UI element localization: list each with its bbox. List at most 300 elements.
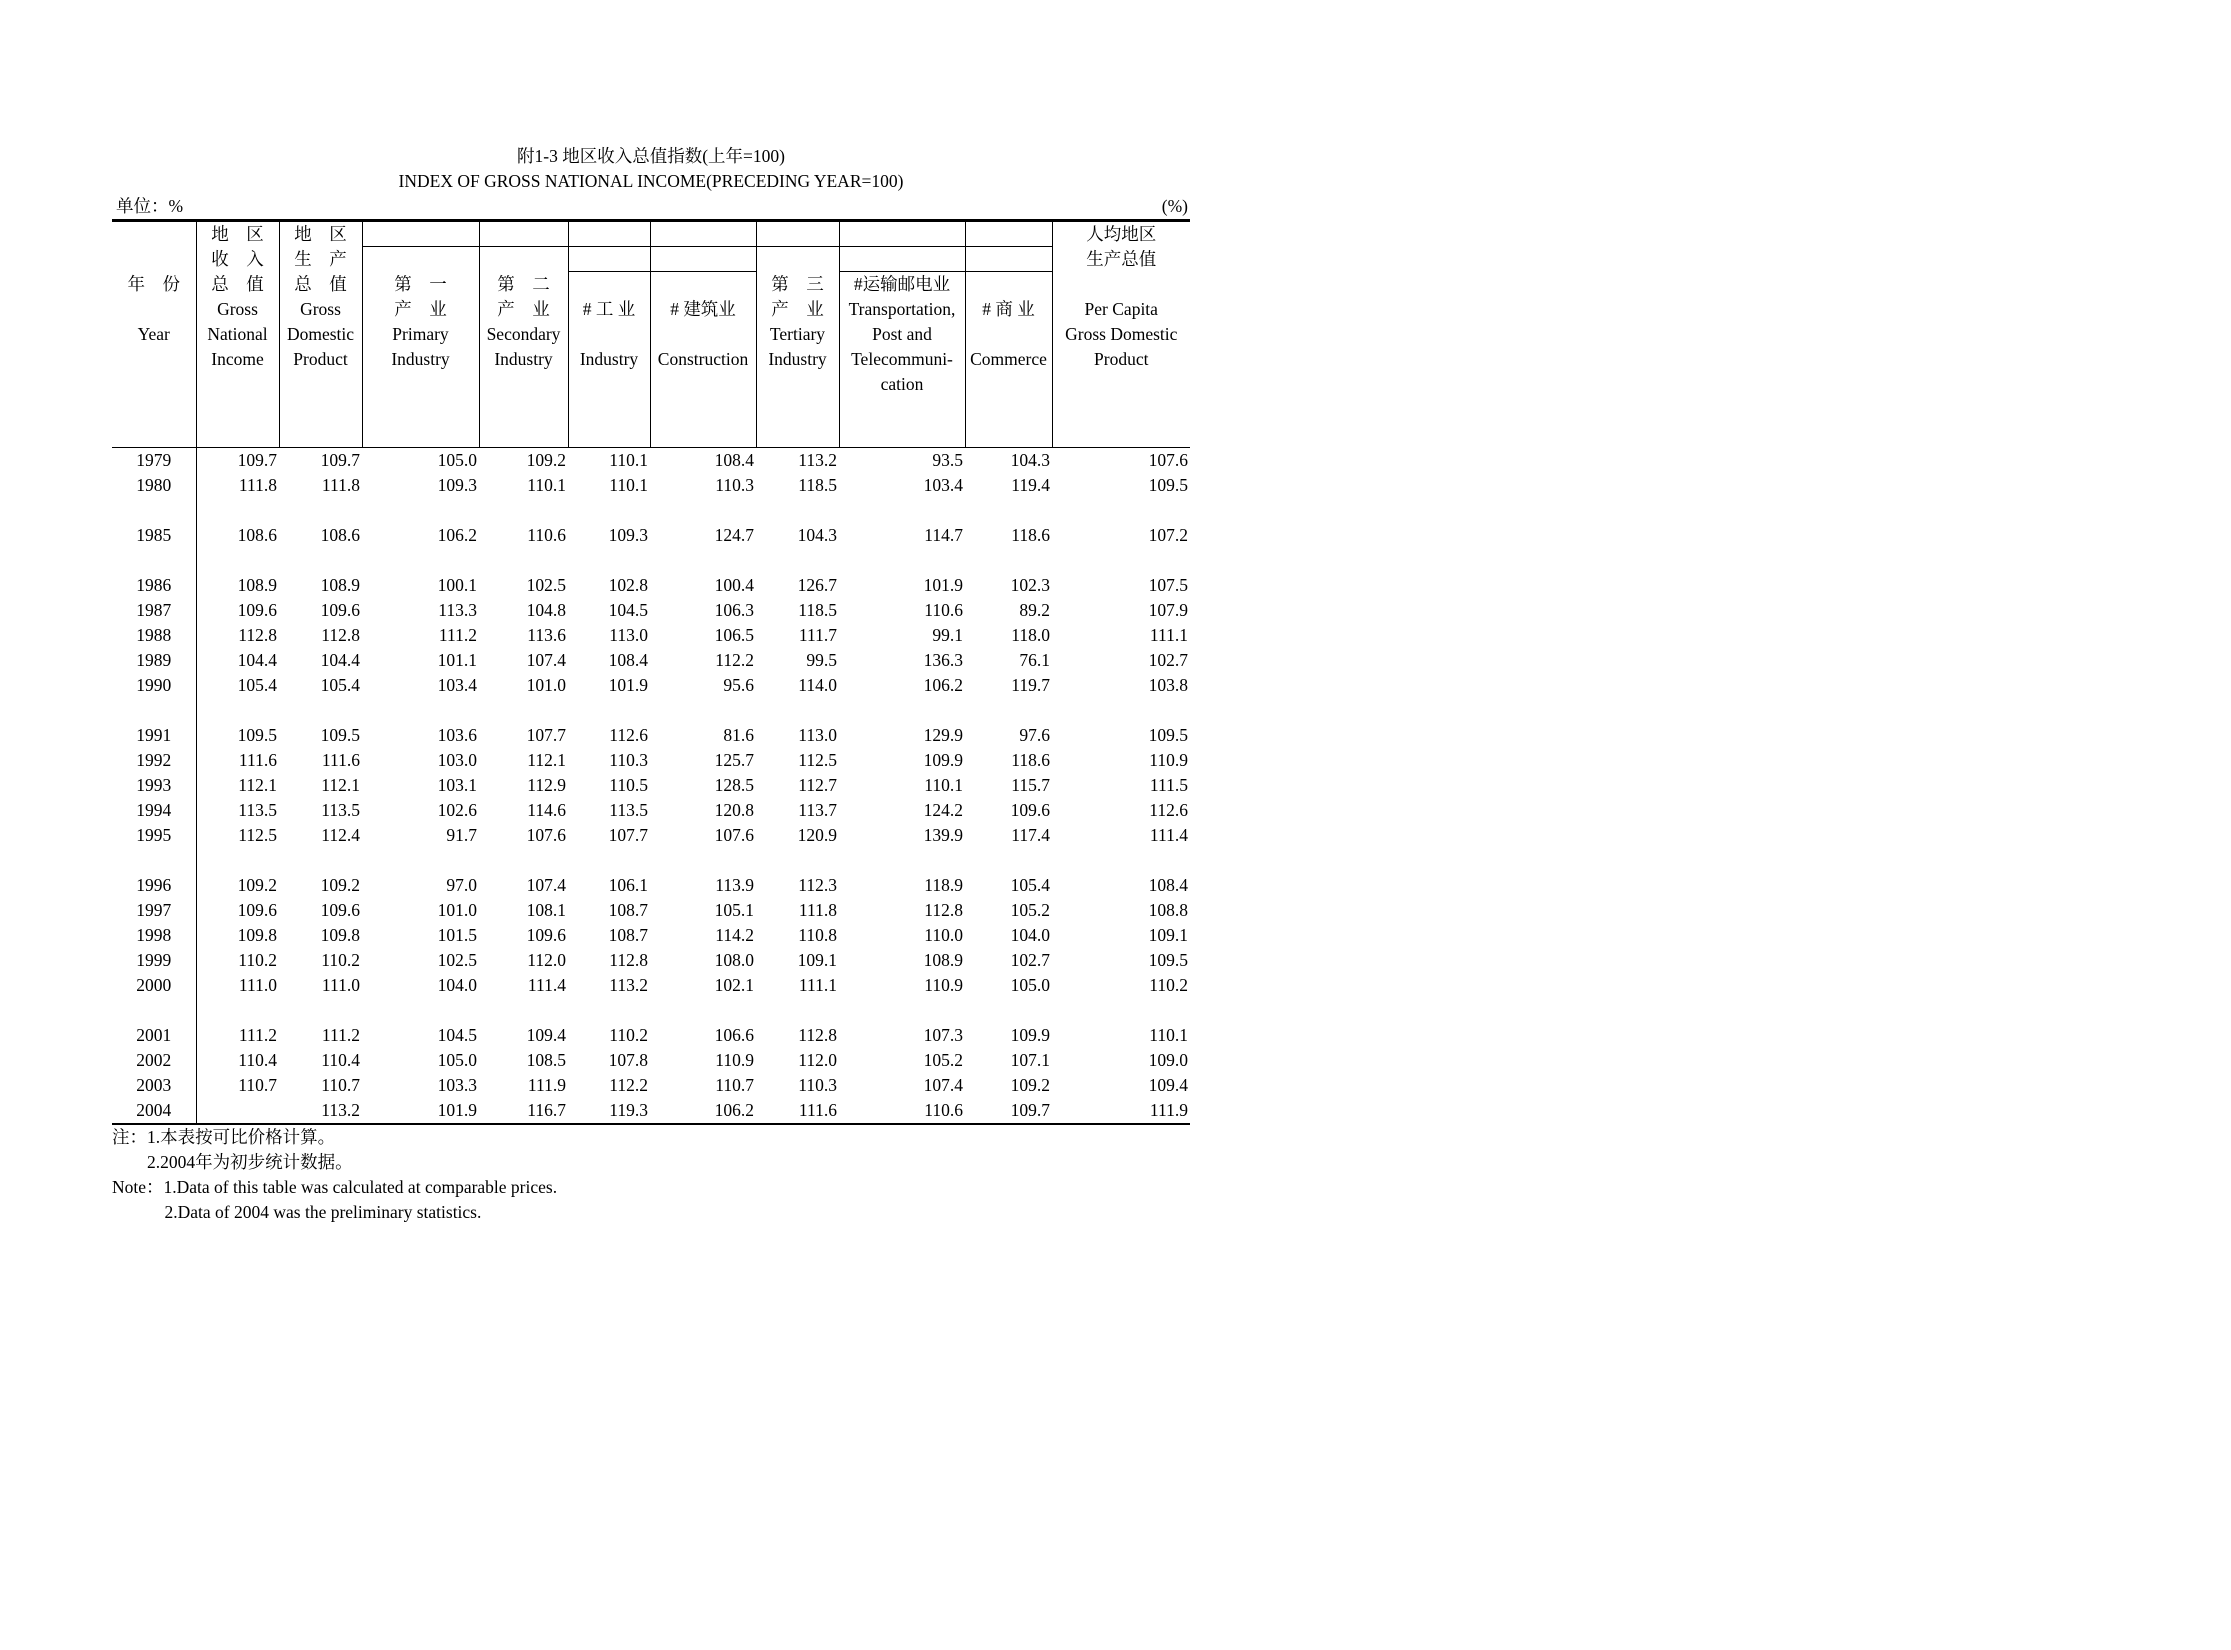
value-cell: 113.3 — [438, 600, 477, 620]
value-cell: 107.3 — [923, 1025, 963, 1045]
value-cell: 118.5 — [798, 475, 837, 495]
table-row — [112, 1073, 1190, 1098]
value-cell: 112.1 — [527, 750, 566, 770]
spacer-row — [112, 498, 1190, 523]
header-line: 产 业 — [771, 299, 824, 319]
value-cell: 93.5 — [932, 450, 963, 470]
value-cell: 126.7 — [797, 575, 837, 595]
header-line: Construction — [657, 349, 749, 369]
header-rule — [651, 271, 756, 272]
value-cell: 104.0 — [437, 975, 477, 995]
header-line: Product — [1094, 349, 1149, 369]
value-cell: 128.5 — [714, 775, 754, 795]
unit-label-left: 单位：% — [116, 196, 184, 216]
table-row — [112, 723, 1190, 748]
spacer-cell — [479, 998, 568, 1023]
value-cell: 111.9 — [527, 1075, 566, 1095]
value-cell: 104.5 — [608, 600, 648, 620]
value-cell: 113.2 — [609, 975, 648, 995]
value-cell: 110.1 — [609, 475, 648, 495]
value-cell: 112.5 — [196, 823, 279, 848]
header-rule — [840, 271, 965, 272]
value-cell: 109.5 — [1148, 950, 1188, 970]
value-cell: 107.1 — [1010, 1050, 1050, 1070]
value-cell: 110.4 — [196, 1048, 279, 1073]
header-line — [653, 322, 754, 347]
value-cell: 110.2 — [321, 950, 360, 970]
value-cell: 109.3 — [437, 475, 477, 495]
value-cell: 104.3 — [1010, 450, 1050, 470]
value-cell: 112.2 — [715, 650, 754, 670]
value-cell: 108.0 — [714, 950, 754, 970]
value-cell: 110.6 — [839, 1098, 965, 1124]
value-cell: 111.2 — [196, 1023, 279, 1048]
value-cell: 113.0 — [798, 725, 837, 745]
value-cell: 109.0 — [1148, 1050, 1188, 1070]
note-line: 注：1.本表按可比价格计算。 — [112, 1127, 336, 1147]
value-cell: 100.1 — [437, 575, 477, 595]
header-rule — [363, 246, 479, 247]
header-line: 总 值 — [294, 274, 347, 294]
value-cell: 114.7 — [924, 525, 963, 545]
value-cell: 107.8 — [608, 1050, 648, 1070]
value-cell: 102.5 — [526, 575, 566, 595]
header-gni — [196, 221, 279, 448]
value-cell: 113.5 — [196, 798, 279, 823]
spacer-cell — [756, 848, 839, 873]
value-cell: 113.5 — [609, 800, 648, 820]
spacer-cell — [479, 498, 568, 523]
spacer-cell — [362, 698, 479, 723]
spacer-cell — [1052, 848, 1190, 873]
header-rule — [569, 246, 650, 247]
value-cell: 110.7 — [321, 1075, 360, 1095]
spacer-cell — [1052, 498, 1190, 523]
spacer-row — [112, 548, 1190, 573]
header-line: 年 份 — [127, 274, 180, 294]
value-cell: 107.6 — [526, 825, 566, 845]
value-cell: 102.5 — [437, 950, 477, 970]
value-cell: 109.5 — [320, 725, 360, 745]
header-line: cation — [880, 374, 924, 394]
header-line: Gross Domestic — [1065, 324, 1178, 344]
spacer-cell — [1052, 548, 1190, 573]
value-cell: 136.3 — [923, 650, 963, 670]
table-row — [112, 1023, 1190, 1048]
value-cell: 114.0 — [798, 675, 837, 695]
year-cell: 1995 — [136, 825, 172, 845]
value-cell: 119.7 — [1011, 675, 1050, 695]
value-cell: 105.4 — [320, 675, 360, 695]
value-cell: 105.4 — [196, 673, 279, 698]
value-cell: 104.8 — [526, 600, 566, 620]
value-cell: 110.8 — [798, 925, 837, 945]
value-cell: 104.5 — [437, 1025, 477, 1045]
header-line — [968, 322, 1050, 347]
value-cell: 111.1 — [1149, 625, 1188, 645]
value-cell: 119.3 — [568, 1098, 650, 1124]
value-cell: 108.4 — [608, 650, 648, 670]
spacer-cell — [362, 998, 479, 1023]
year-cell: 1980 — [136, 475, 172, 495]
table-row — [112, 623, 1190, 648]
value-cell: 109.1 — [797, 950, 837, 970]
value-cell: 103.1 — [437, 775, 477, 795]
header-rule — [480, 246, 568, 247]
spacer-cell — [479, 698, 568, 723]
value-cell: 105.0 — [1010, 975, 1050, 995]
value-cell: 108.6 — [196, 523, 279, 548]
value-cell: 109.1 — [1148, 925, 1188, 945]
value-cell: 110.2 — [1149, 975, 1188, 995]
table-row — [112, 648, 1190, 673]
spacer-cell — [362, 848, 479, 873]
value-cell: 112.7 — [798, 775, 837, 795]
value-cell: 97.6 — [1019, 725, 1050, 745]
value-cell: 110.1 — [924, 775, 963, 795]
header-line: Industry — [579, 349, 639, 369]
value-cell: 111.8 — [196, 473, 279, 498]
value-cell: 107.4 — [526, 650, 566, 670]
header-line: Commerce — [970, 349, 1047, 369]
value-cell: 108.8 — [1148, 900, 1188, 920]
value-cell: 91.7 — [446, 825, 477, 845]
value-cell: 106.2 — [437, 525, 477, 545]
header-line: Gross — [300, 299, 341, 319]
table-row — [112, 673, 1190, 698]
value-cell: 110.1 — [1149, 1025, 1188, 1045]
value-cell: 110.2 — [609, 1025, 648, 1045]
value-cell: 95.6 — [723, 675, 754, 695]
table-row — [112, 523, 1190, 548]
value-cell: 124.2 — [923, 800, 963, 820]
year-cell: 2000 — [136, 975, 172, 995]
value-cell: 109.9 — [923, 750, 963, 770]
table-row — [112, 798, 1190, 823]
spacer-cell — [479, 548, 568, 573]
spacer-cell — [650, 848, 756, 873]
value-cell: 111.4 — [527, 975, 566, 995]
value-cell: 112.8 — [196, 623, 279, 648]
value-cell: 110.9 — [715, 1050, 754, 1070]
value-cell: 101.0 — [437, 900, 477, 920]
value-cell: 125.7 — [714, 750, 754, 770]
year-cell: 1986 — [136, 575, 172, 595]
header-line: Income — [211, 349, 264, 369]
table-row — [112, 573, 1190, 598]
value-cell: 104.0 — [1010, 925, 1050, 945]
value-cell: 114.6 — [527, 800, 566, 820]
spacer-cell — [756, 698, 839, 723]
value-cell: 112.8 — [798, 1025, 837, 1045]
value-cell: 97.0 — [446, 875, 477, 895]
value-cell: 120.9 — [797, 825, 837, 845]
value-cell: 118.9 — [924, 875, 963, 895]
value-cell: 112.0 — [527, 950, 566, 970]
header-line: 地 区 — [211, 224, 264, 244]
header-line: Tertiary — [769, 324, 826, 344]
spacer-cell — [965, 548, 1052, 573]
year-cell: 1987 — [136, 600, 172, 620]
value-cell: 76.1 — [1019, 650, 1050, 670]
spacer-cell — [839, 998, 965, 1023]
value-cell: 103.4 — [437, 675, 477, 695]
spacer-cell — [839, 698, 965, 723]
header-tertiary — [756, 221, 839, 448]
header-line: 产 业 — [394, 299, 447, 319]
header-rule — [757, 246, 839, 247]
value-cell: 107.5 — [1148, 575, 1188, 595]
header-line: Industry — [494, 349, 553, 369]
spacer-cell — [279, 548, 362, 573]
value-cell: 109.6 — [196, 898, 279, 923]
value-cell: 112.4 — [321, 825, 360, 845]
value-cell: 112.6 — [609, 725, 648, 745]
value-cell: 108.6 — [320, 525, 360, 545]
value-cell: 115.7 — [1011, 775, 1050, 795]
spacer-cell — [839, 548, 965, 573]
year-cell: 1992 — [136, 750, 172, 770]
value-cell: 112.5 — [798, 750, 837, 770]
value-cell: 101.0 — [526, 675, 566, 695]
value-cell: 107.2 — [1148, 525, 1188, 545]
value-cell: 107.4 — [526, 875, 566, 895]
value-cell: 109.2 — [526, 450, 566, 470]
value-cell: 110.1 — [527, 475, 566, 495]
value-cell: 110.3 — [715, 475, 754, 495]
table-row — [112, 1048, 1190, 1073]
table-row — [112, 1098, 1190, 1124]
spacer-cell — [965, 998, 1052, 1023]
spacer-cell — [279, 998, 362, 1023]
header-line — [114, 297, 194, 322]
unit-row — [112, 194, 1190, 219]
value-cell: 111.8 — [321, 475, 360, 495]
value-cell: 114.2 — [715, 925, 754, 945]
value-cell: 102.8 — [608, 575, 648, 595]
table-row — [112, 473, 1190, 498]
spacer-cell — [196, 698, 279, 723]
value-cell: 113.5 — [321, 800, 360, 820]
value-cell: 118.6 — [1011, 525, 1050, 545]
spacer-cell — [196, 998, 279, 1023]
value-cell: 109.6 — [320, 600, 360, 620]
value-cell: 108.4 — [714, 450, 754, 470]
year-cell: 1991 — [136, 725, 172, 745]
header-line: Gross — [217, 299, 258, 319]
value-cell: 109.8 — [320, 925, 360, 945]
value-cell: 111.0 — [321, 975, 360, 995]
value-cell: 107.9 — [1148, 600, 1188, 620]
value-cell: 108.7 — [608, 900, 648, 920]
header-line: Industry — [391, 349, 450, 369]
value-cell: 119.4 — [1011, 475, 1050, 495]
value-cell: 105.2 — [1010, 900, 1050, 920]
header-line: Transportation, — [848, 299, 956, 319]
value-cell: 101.1 — [437, 650, 477, 670]
value-cell: 112.0 — [798, 1050, 837, 1070]
spacer-row — [112, 848, 1190, 873]
value-cell: 109.8 — [196, 923, 279, 948]
value-cell: 106.6 — [714, 1025, 754, 1045]
value-cell: 109.7 — [320, 450, 360, 470]
value-cell: 109.5 — [1148, 475, 1188, 495]
spacer-cell — [479, 848, 568, 873]
spacer-cell — [839, 848, 965, 873]
header-gdp — [279, 221, 362, 448]
value-cell: 113.0 — [609, 625, 648, 645]
value-cell: 110.5 — [609, 775, 648, 795]
header-rule — [966, 271, 1052, 272]
value-cell: 109.2 — [1010, 1075, 1050, 1095]
header-line: 收 入 — [211, 249, 264, 269]
spacer-cell — [196, 548, 279, 573]
value-cell: 110.6 — [924, 600, 963, 620]
value-cell: 109.2 — [196, 873, 279, 898]
header-line: Industry — [768, 349, 827, 369]
value-cell: 113.9 — [715, 875, 754, 895]
header-line: 第 二 — [497, 274, 550, 294]
header-rule — [651, 246, 756, 247]
header-line: Product — [293, 349, 348, 369]
year-cell: 1996 — [136, 875, 172, 895]
year-cell: 2001 — [136, 1025, 172, 1045]
index-table — [112, 219, 1190, 1125]
value-cell: 110.1 — [609, 450, 648, 470]
value-cell: 109.3 — [608, 525, 648, 545]
value-cell: 109.4 — [526, 1025, 566, 1045]
value-cell: 118.6 — [1011, 750, 1050, 770]
spacer-cell — [112, 698, 196, 723]
value-cell: 101.9 — [608, 675, 648, 695]
value-cell: 106.1 — [608, 875, 648, 895]
table-row — [112, 748, 1190, 773]
spacer-cell — [568, 848, 650, 873]
header-line: Per Capita — [1084, 299, 1158, 319]
note-line: 2.Data of 2004 was the preliminary statistics. — [112, 1202, 482, 1222]
value-cell — [196, 1098, 279, 1124]
spacer-cell — [650, 498, 756, 523]
value-cell: 106.3 — [714, 600, 754, 620]
value-cell: 112.8 — [321, 625, 360, 645]
value-cell: 108.7 — [608, 925, 648, 945]
value-cell: 108.5 — [526, 1050, 566, 1070]
value-cell: 100.4 — [714, 575, 754, 595]
value-cell: 109.7 — [965, 1098, 1052, 1124]
table-row — [112, 923, 1190, 948]
value-cell: 103.8 — [1148, 675, 1188, 695]
header-transport — [839, 221, 965, 448]
spacer-cell — [965, 498, 1052, 523]
value-cell: 109.5 — [1148, 725, 1188, 745]
value-cell: 124.7 — [714, 525, 754, 545]
value-cell: 111.6 — [756, 1098, 839, 1124]
year-cell: 2002 — [136, 1050, 172, 1070]
notes — [112, 1125, 1190, 1225]
value-cell: 105.1 — [714, 900, 754, 920]
value-cell: 105.2 — [923, 1050, 963, 1070]
header-rule — [569, 271, 650, 272]
value-cell: 111.2 — [438, 625, 477, 645]
value-cell: 118.0 — [1011, 625, 1050, 645]
value-cell: 102.7 — [1148, 650, 1188, 670]
header-line: #运输邮电业 — [853, 274, 951, 294]
value-cell: 108.4 — [1148, 875, 1188, 895]
spacer-cell — [112, 498, 196, 523]
header-line — [571, 322, 648, 347]
year-cell: 1994 — [136, 800, 172, 820]
value-cell: 107.7 — [608, 825, 648, 845]
table-row — [112, 773, 1190, 798]
header-percapita — [1052, 221, 1190, 448]
spacer-cell — [568, 498, 650, 523]
value-cell: 104.3 — [797, 525, 837, 545]
header-primary — [362, 221, 479, 448]
value-cell: 117.4 — [1011, 825, 1050, 845]
value-cell: 112.8 — [609, 950, 648, 970]
value-cell: 101.9 — [923, 575, 963, 595]
spacer-cell — [362, 548, 479, 573]
header-line: 人均地区 — [1086, 224, 1157, 244]
value-cell: 107.6 — [1148, 450, 1188, 470]
value-cell: 110.7 — [715, 1075, 754, 1095]
spacer-cell — [1052, 698, 1190, 723]
header-line: # 工 业 — [582, 299, 636, 319]
table-row — [112, 823, 1190, 848]
header-line: # 商 业 — [982, 299, 1035, 319]
header-line: 生 产 — [294, 249, 347, 269]
spacer-cell — [756, 998, 839, 1023]
header-line: National — [207, 324, 268, 344]
value-cell: 109.7 — [196, 448, 279, 474]
value-cell: 113.2 — [798, 450, 837, 470]
value-cell: 110.3 — [609, 750, 648, 770]
header-line: Domestic — [286, 324, 355, 344]
value-cell: 120.8 — [714, 800, 754, 820]
spacer-cell — [650, 548, 756, 573]
value-cell: 110.0 — [924, 925, 963, 945]
year-cell: 1998 — [136, 925, 172, 945]
value-cell: 102.3 — [1010, 575, 1050, 595]
year-cell: 1989 — [136, 650, 172, 670]
value-cell: 109.5 — [196, 723, 279, 748]
spacer-cell — [279, 848, 362, 873]
value-cell: 110.4 — [321, 1050, 360, 1070]
spacer-cell — [839, 498, 965, 523]
value-cell: 108.9 — [196, 573, 279, 598]
value-cell: 111.6 — [321, 750, 360, 770]
unit-label-right: (%) — [1161, 196, 1188, 216]
value-cell: 111.9 — [1052, 1098, 1190, 1124]
title-chinese: 附1-3 地区收入总值指数(上年=100) — [517, 146, 785, 166]
value-cell: 103.3 — [437, 1075, 477, 1095]
header-rule — [840, 246, 965, 247]
value-cell: 106.2 — [923, 675, 963, 695]
spacer-cell — [650, 698, 756, 723]
value-cell: 109.6 — [320, 900, 360, 920]
value-cell: 102.1 — [714, 975, 754, 995]
value-cell: 107.4 — [923, 1075, 963, 1095]
value-cell: 102.7 — [1010, 950, 1050, 970]
value-cell: 110.9 — [1149, 750, 1188, 770]
table-row — [112, 873, 1190, 898]
spacer-cell — [279, 698, 362, 723]
spacer-cell — [112, 548, 196, 573]
value-cell: 139.9 — [923, 825, 963, 845]
value-cell: 113.2 — [279, 1098, 362, 1124]
header-line: Year — [137, 324, 170, 344]
value-cell: 107.6 — [714, 825, 754, 845]
